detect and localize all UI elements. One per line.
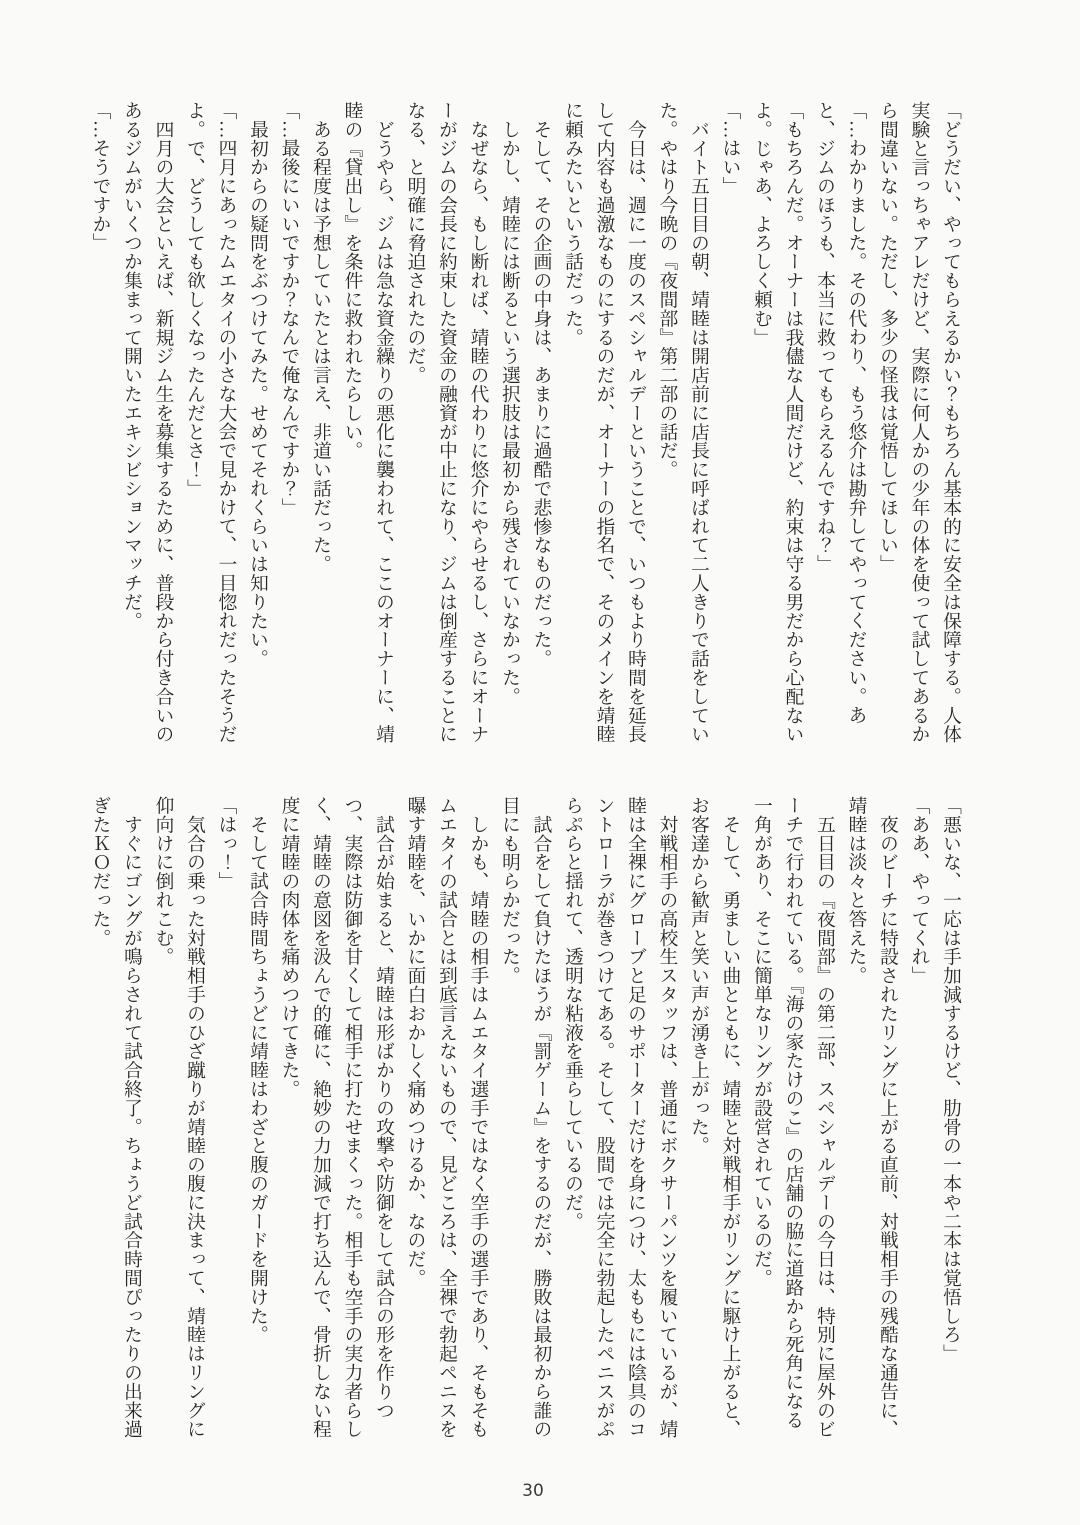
- text-column: そして試合時間ちょうどに靖睦はわざと腹のガードを開けた。: [247, 796, 268, 1345]
- text-column: 「…そうですか」: [89, 101, 111, 253]
- text-column: 夜のビーチに特設されたリングに上がる直前、対戦相手の残酷な通告に、: [877, 796, 898, 1439]
- text-column: ある程度は予想していたとは言え、非道い話だった。: [310, 101, 331, 574]
- text-column: そして、勇ましい曲とともに、靖睦と対戦相手がリングに駆け上がると、: [719, 796, 741, 1439]
- text-column: 「…最後にいいですか？なんで俺なんですか？」: [278, 101, 300, 517]
- text-column: 仰向けに倒れこむ。: [152, 796, 174, 967]
- text-column: 試合をして負けたほうが『罰ゲーム』をするのだが、勝敗は最初から誰の: [530, 796, 552, 1439]
- text-column: と、ジムのほうも、本当に救ってもらえるんですね？」: [814, 101, 835, 574]
- text-column: ーがジムの会長に約束した資金の融資が中止になり、ジムは倒産することに: [436, 101, 457, 744]
- text-block-bottom: [84, 796, 966, 1464]
- text-column: 目にも明らかだった。: [499, 796, 520, 985]
- text-column: 「悪いな、一応は手加減するけど、肋骨の一本や二本は覚悟しろ」: [940, 796, 961, 1363]
- text-block-top: [84, 101, 966, 761]
- text-column: 曝す靖睦を、いかに面白おかしく痛めつけるか、なのだ。: [404, 796, 426, 1288]
- text-column: ら間違いない。ただし、多少の怪我は覚悟してほしい」: [877, 101, 898, 574]
- text-column: 靖睦は淡々と答えた。: [845, 796, 867, 985]
- text-column: 今日は、週に一度のスペシャルデーということで、いつもより時間を延長: [625, 101, 646, 744]
- text-column: 気合の乗った対戦相手のひざ蹴りが靖睦の腹に決まって、靖睦はリングに: [184, 796, 205, 1439]
- text-column: 対戦相手の高校生スタッフは、普通にボクサーパンツを履いているが、靖: [656, 796, 678, 1439]
- text-column: 「…四月にあったムエタイの小さな大会で見かけて、一目惚れだったそうだ: [215, 101, 237, 744]
- text-column: しかし、靖睦には断るという選択肢は最初から残されていなかった。: [499, 101, 520, 706]
- text-column: よ。じゃあ、よろしく頼む」: [751, 101, 772, 347]
- text-column: 「はっ！」: [215, 796, 237, 891]
- text-column: 四月の大会といえば、新規ジム生を募集するために、普段から付き合いの: [152, 101, 174, 744]
- text-column: 度に靖睦の肉体を痛めつけてきた。: [278, 796, 300, 1099]
- text-column: お客達から歓声と笑い声が湧き上がった。: [688, 796, 709, 1156]
- text-column: た。やはり今晩の『夜間部』第二部の話だ。: [656, 101, 678, 479]
- text-column: 睦の『貸出し』を条件に救われたらしい。: [341, 101, 363, 461]
- text-column: して内容も過激なものにするのだが、オーナーの指名で、そのメインを靖睦: [593, 101, 615, 744]
- text-column: 「もちろんだ。オーナーは我儘な人間だけど、約束は守る男だから心配ない: [782, 101, 804, 744]
- text-column: よ。で、どうしても欲しくなったんだとさ！」: [184, 101, 205, 498]
- text-column: あるジムがいくつか集まって開いたエキシビションマッチだ。: [121, 101, 142, 631]
- text-column: そして、その企画の中身は、あまりに過酷で悲惨なものだった。: [530, 101, 552, 668]
- text-column: 試合が始まると、靖睦は形ばかりの攻撃や防御をして試合の形を作りつ: [373, 796, 394, 1420]
- text-column: すぐにゴングが鳴らされて試合終了。ちょうど試合時間ぴったりの出来過: [121, 796, 142, 1439]
- text-column: 「…わかりました。その代わり、もう悠介は勘弁してやってください。あ: [845, 101, 867, 725]
- text-column: く、靖睦の意図を汲んで的確に、絶妙の力加減で打ち込んで、骨折しない程: [310, 796, 331, 1439]
- text-column: らぷらと揺れて、透明な粘液を垂らしているのだ。: [562, 796, 583, 1231]
- text-column: 実験と言っちゃアレだけど、実際に何人かの少年の体を使って試してあるか: [908, 101, 930, 744]
- text-column: 「ああ、やってくれ」: [908, 796, 930, 985]
- text-column: 一角があり、そこに簡単なリングが設営されているのだ。: [751, 796, 772, 1288]
- text-column: 睦は全裸にグローブと足のサポーターだけを身につけ、太ももには陰具のコ: [625, 796, 646, 1439]
- text-column: なぜなら、もし断れば、靖睦の代わりに悠介にやらせるし、さらにオーナ: [467, 101, 489, 744]
- text-column: なる、と明確に脅迫されたのだ。: [404, 101, 426, 385]
- text-column: つ、実際は防御を甘くして相手に打たせまくった。相手も空手の実力者らし: [341, 796, 363, 1439]
- text-column: に頼みたいという話だった。: [562, 101, 583, 347]
- text-column: どうやら、ジムは急な資金繰りの悪化に襲われて、ここのオーナーに、靖: [373, 101, 394, 744]
- text-column: 五日目の『夜間部』の第二部、スペシャルデーの今日は、特別に屋外のビ: [814, 796, 835, 1439]
- page-number: 30: [522, 1481, 544, 1501]
- text-column: しかも、靖睦の相手はムエタイ選手ではなく空手の選手であり、そもそも: [467, 796, 489, 1439]
- text-column: ムエタイの試合とは到底言えないもので、見どころは、全裸で勃起ペニスを: [436, 796, 457, 1439]
- text-column: バイト五日目の朝、靖睦は開店前に店長に呼ばれて二人きりで話をしてい: [688, 101, 709, 744]
- text-column: 最初からの疑問をぶつけてみた。せめてそれくらいは知りたい。: [247, 101, 268, 668]
- text-column: ぎたＫＯだった。: [89, 796, 111, 948]
- text-column: ントローラが巻きつけてある。そして、股間では完全に勃起したペニスがぷ: [593, 796, 615, 1439]
- text-column: 「…はい」: [719, 101, 741, 196]
- text-column: ーチで行われている。『海の家たけのこ』の店舗の脇に道路から死角になる: [782, 796, 804, 1430]
- text-column: 「どうだい、やってもらえるかい？もちろん基本的に安全は保障する。人体: [940, 101, 961, 744]
